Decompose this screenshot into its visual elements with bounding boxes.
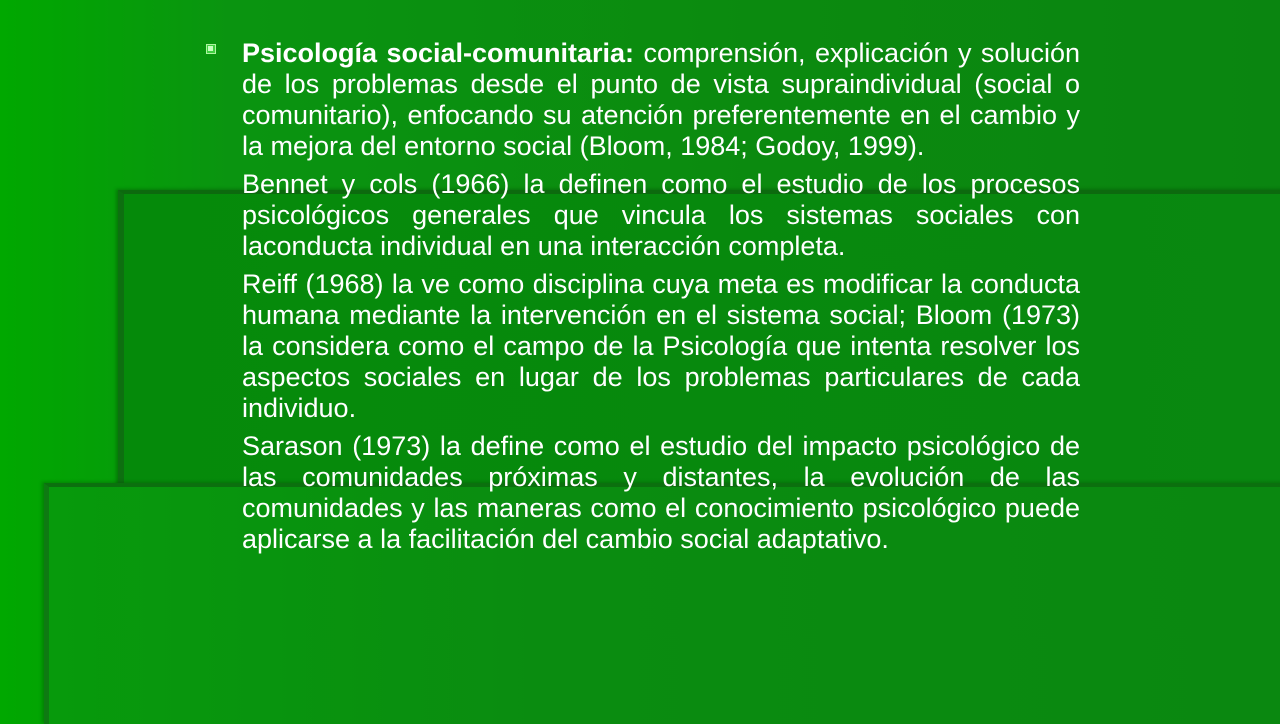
paragraph-reiff [200, 269, 1080, 424]
definition-text: comprensión, explicación y solución de los problemas desde el punto de vista supraindividual (social o comunitario), enfocando su atención preferentemente en el cambio y la mejora del entorno social (Bloom, 1984; Godoy, 1999). [242, 38, 1080, 161]
paragraph-text: Sarason (1973) la define como el estudio del impacto psicológico de las comunidades próximas y distantes, la evolución de las comunidades y las maneras como el conocimiento psicológico puede aplicarse a la facilitación del cambio social adaptativo. [242, 431, 1080, 554]
square-bullet-icon [206, 44, 216, 54]
paragraph-sarason [200, 431, 1080, 555]
slide-body [200, 38, 1080, 562]
paragraph-bennet [200, 169, 1080, 262]
paragraph-text: Bennet y cols (1966) la definen como el estudio de los procesos psicológicos generales que vincula los sistemas sociales con laconducta individual en una interacción completa. [242, 169, 1080, 261]
paragraph-definition [200, 38, 1080, 162]
definition-term: Psicología social-comunitaria: [242, 38, 635, 68]
paragraph-text: Reiff (1968) la ve como disciplina cuya meta es modificar la conducta humana mediante la intervención en el sistema social; Bloom (1973) la considera como el campo de la Psicología que intenta resolver los aspectos sociales en lugar de los problemas particulares de cada individuo. [242, 269, 1080, 423]
